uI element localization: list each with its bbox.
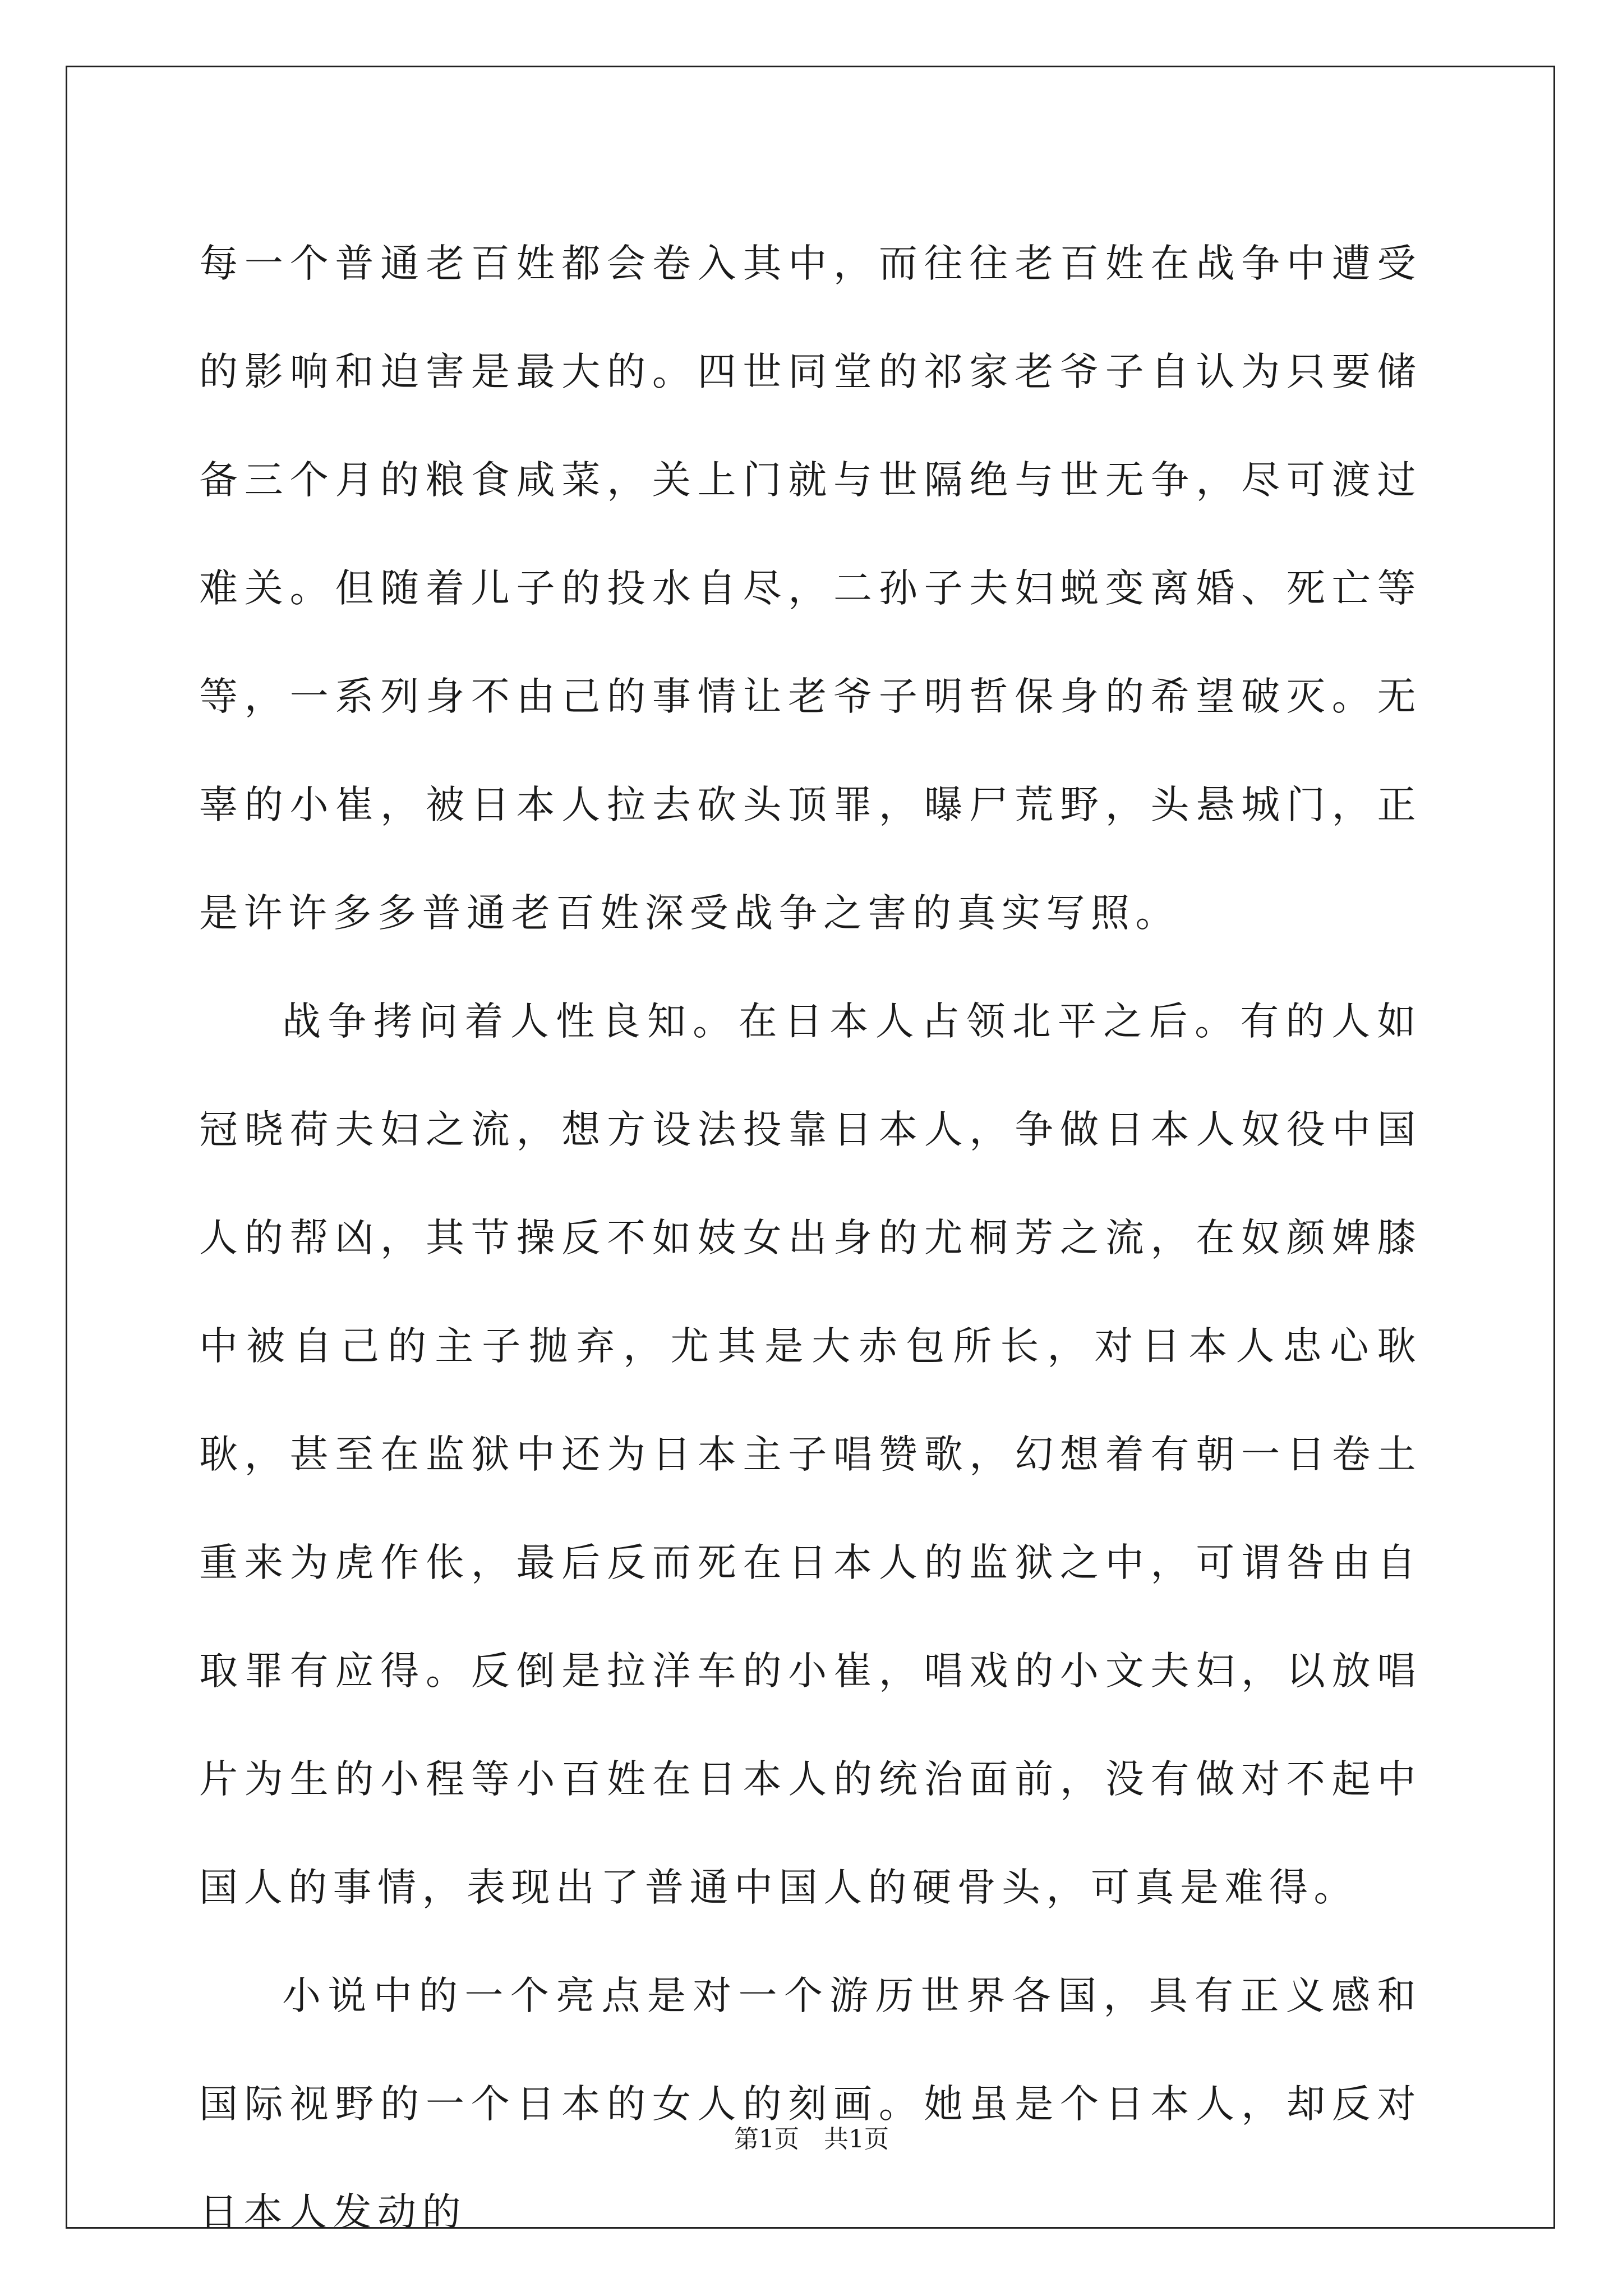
paragraph-3: 小说中的一个亮点是对一个游历世界各国，具有正义感和国际视野的一个日本的女人的刻画。她虽是个日本人，却反对日本人发动的 (199, 1973, 1422, 2235)
document-body (199, 210, 1422, 2267)
page-footer (0, 2123, 1623, 2156)
paragraph-2: 战争拷问着人性良知。在日本人占领北平之后。有的人如冠晓荷夫妇之流，想方设法投靠日本人，争做日本人奴役中国人的帮凶，其节操反不如妓女出身的尤桐芳之流，在奴颜婢膝中被自己的主子抛弃，尤其是大赤包所长，对日本人忠心耿耿，甚至在监狱中还为日本主子唱赞歌，幻想着有朝一日卷土重来为虎作伥，最后反而死在日本人的监狱之中，可谓咎由自取罪有应得。反倒是拉洋车的小崔，唱戏的小文夫妇，以放唱片为生的小程等小百姓在日本人的统治面前，没有做对不起中国人的事情，表现出了普通中国人的硬骨头，可真是难得。 (199, 999, 1422, 1910)
page-number-total: 共1页 (824, 2125, 889, 2154)
paragraph-1: 每一个普通老百姓都会卷入其中，而往往老百姓在战争中遭受的影响和迫害是最大的。四世同堂的祁家老爷子自认为只要储备三个月的粮食咸菜，关上门就与世隔绝与世无争，尽可渡过难关。但随着儿子的投水自尽，二孙子夫妇蜕变离婚、死亡等等，一系列身不由己的事情让老爷子明哲保身的希望破灭。无辜的小崔，被日本人拉去砍头顶罪，曝尸荒野，头悬城门，正是许许多多普通老百姓深受战争之害的真实写照。 (199, 241, 1422, 936)
page-number-current: 第1页 (734, 2125, 799, 2154)
